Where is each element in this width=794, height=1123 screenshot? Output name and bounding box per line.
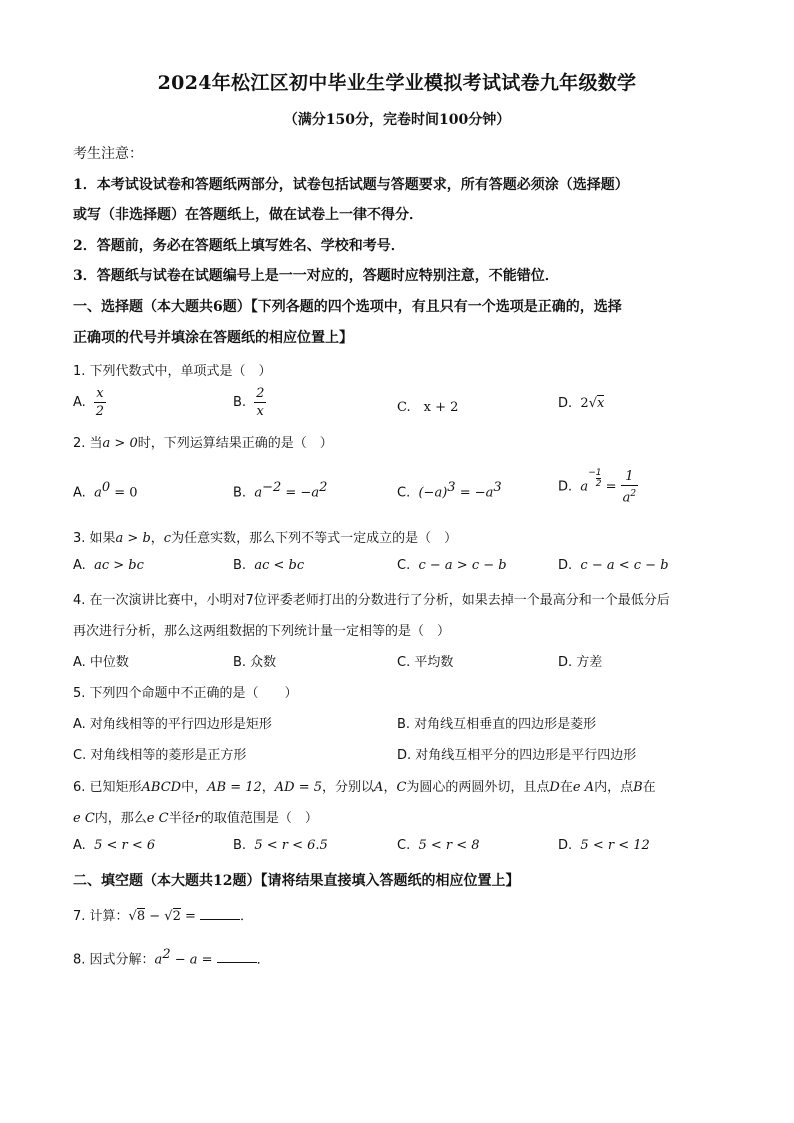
question-5-stem: 5. 下列四个命题中不正确的是（ ）	[73, 686, 298, 701]
math-equals: =	[601, 479, 621, 495]
question-3-option-a	[73, 558, 144, 573]
option-math: c − a < c − b	[580, 558, 669, 573]
stem-math: A	[374, 780, 384, 795]
option-math: ac < bc	[254, 558, 305, 573]
question-2-option-a	[73, 480, 138, 500]
question-5-option-c: C. 对角线相等的菱形是正方形	[73, 748, 247, 763]
stem-text: 6. 已知矩形	[73, 780, 142, 795]
option-label: C.	[397, 838, 411, 853]
stem-math: e A	[572, 780, 595, 795]
notice-item-2: 2．答题前，务必在答题纸上填写姓名、学校和考号．	[73, 238, 405, 254]
question-2-option-d: D. a− $\frac{1}{2}$ = $\frac{1}{a^2}$	[558, 468, 637, 506]
question-1-option-b	[233, 385, 266, 420]
radicand: 2	[172, 909, 181, 924]
question-7	[73, 905, 733, 924]
question-6-stem-line-2	[73, 807, 733, 826]
stem-math: AB = 12	[207, 780, 262, 795]
stem-text: ，分别以	[322, 780, 375, 795]
option-label: A.	[73, 558, 86, 573]
stem-math: C	[396, 780, 407, 795]
stem-math: c	[163, 531, 172, 546]
fraction-numerator: 2	[256, 386, 265, 401]
stem-text: 内，那么	[94, 811, 147, 826]
fraction-denominator: 2	[95, 404, 105, 419]
stem-text: 时，下列运算结果正确的是（ ）	[137, 436, 333, 451]
math-rest: = 0	[110, 485, 138, 501]
stem-text: 半径	[168, 811, 195, 826]
option-math: ac > bc	[94, 558, 144, 573]
option-math: 5 < r < 8	[418, 838, 480, 853]
stem-text: ，	[150, 531, 164, 546]
section-1-heading-line-1: 一、选择题（本大题共6题）【下列各题的四个选项中，有且只有一个选项是正确的，选择	[73, 299, 622, 315]
option-label: A.	[73, 838, 86, 853]
question-2-option-b	[233, 480, 327, 500]
stem-text: 中，	[181, 780, 208, 795]
stem-text: 为圆心的两圆外切，且点	[406, 780, 550, 795]
stem-math: a > b	[115, 531, 151, 546]
sqrt-symbol: √	[588, 396, 597, 411]
math-exponent: 2	[630, 489, 637, 499]
question-5-option-a: A. 对角线相等的平行四边形是矩形	[73, 717, 272, 732]
option-label: D.	[558, 838, 573, 853]
stem-text: 2. 当	[73, 436, 103, 451]
question-1-option-c: C. x + 2	[397, 400, 459, 415]
exponent-numerator: 1	[595, 468, 602, 478]
stem-math: a > 0	[102, 436, 138, 451]
math-rest: = −a	[281, 485, 320, 501]
radicand: 8	[136, 909, 146, 924]
question-2-option-c	[397, 480, 502, 500]
answer-blank[interactable]	[200, 907, 240, 920]
question-4-stem-line-1: 4. 在一次演讲比赛中，小明对7位评委老师打出的分数进行了分析，如果去掉一个最高分和一个最低分后	[73, 593, 670, 608]
option-math: c − a > c − b	[418, 558, 507, 573]
stem-text: 为任意实数，那么下列不等式一定成立的是（ ）	[171, 531, 458, 546]
notice-item-1-line-2: 或写（非选择题）在答题纸上，做在试卷上一律不得分．	[73, 207, 423, 223]
stem-math: ABCD	[141, 780, 182, 795]
question-6-option-b	[233, 838, 328, 853]
question-8	[73, 947, 733, 967]
stem-text: ．	[240, 909, 254, 924]
exponent-denominator: 2	[595, 479, 602, 489]
option-label: D.	[558, 479, 573, 495]
math-base: a	[580, 479, 589, 495]
stem-text: 的取值范围是（ ）	[200, 811, 318, 826]
sqrt-symbol: √	[128, 909, 137, 924]
math-exponent: 3	[447, 480, 456, 495]
option-math: 5 < r < 6.5	[254, 838, 328, 853]
math-base: a	[254, 485, 263, 501]
math-exponent: 0	[101, 480, 111, 495]
math-rest: = −a	[455, 485, 494, 501]
math-equals: =	[180, 909, 201, 924]
section-2-heading: 二、填空题（本大题共12题）【请将结果直接填入答题纸的相应位置上】	[73, 873, 520, 889]
math-rest: − a =	[170, 952, 217, 968]
math-base: (−a)	[418, 485, 448, 501]
radicand: x	[597, 396, 605, 411]
stem-text: ，	[261, 780, 275, 795]
question-6-option-a	[73, 838, 155, 853]
stem-math: B	[633, 780, 643, 795]
option-label: B.	[233, 485, 247, 501]
question-3-option-b	[233, 558, 304, 573]
stem-math: r	[194, 811, 201, 826]
stem-text: ，	[383, 780, 397, 795]
answer-blank[interactable]	[217, 950, 257, 963]
stem-text: 内，点	[594, 780, 634, 795]
option-label: C.	[397, 558, 411, 573]
stem-text: 在	[559, 780, 573, 795]
stem-math: AD = 5	[274, 780, 323, 795]
question-1-option-a	[73, 385, 106, 420]
option-label: B.	[233, 558, 247, 573]
option-label: B.	[233, 395, 247, 410]
math-base: a	[94, 485, 102, 501]
question-6-stem-line-1	[73, 776, 733, 795]
math-exponent: 2	[162, 947, 171, 962]
page-title: 2024年松江区初中毕业生学业模拟考试试卷九年级数学	[157, 72, 637, 94]
question-5-option-b: B. 对角线互相垂直的四边形是菱形	[397, 717, 597, 732]
option-label: D.	[558, 396, 573, 411]
notice-heading: 考生注意：	[73, 146, 143, 162]
question-3-option-d	[558, 558, 669, 573]
option-label: C.	[397, 485, 411, 501]
question-3-stem	[73, 527, 733, 546]
stem-text: ．	[256, 952, 270, 968]
stem-text: 7. 计算：	[73, 909, 129, 924]
question-4-option-c: C. 平均数	[397, 655, 454, 670]
question-1-option-d	[558, 396, 604, 411]
question-3-option-c	[397, 558, 507, 573]
option-label: B.	[233, 838, 247, 853]
option-label: A.	[73, 395, 86, 410]
option-math: 5 < r < 12	[580, 838, 650, 853]
fraction-numerator: x	[94, 385, 106, 403]
question-5-option-d: D. 对角线互相平分的四边形是平行四边形	[397, 748, 637, 763]
stem-text: 8. 因式分解：	[73, 952, 155, 968]
fraction-denominator: a	[622, 490, 631, 506]
option-math: 5 < r < 6	[94, 838, 156, 853]
stem-text: 3. 如果	[73, 531, 116, 546]
notice-item-1-line-1: 1．本考试设试卷和答题纸两部分，试卷包括试题与答题要求，所有答题必须涂（选择题）	[73, 177, 629, 193]
coefficient: 2	[580, 396, 589, 411]
fraction-numerator: 1	[621, 468, 639, 486]
notice-item-3: 3．答题纸与试卷在试题编号上是一一对应的，答题时应特别注意，不能错位．	[73, 268, 559, 284]
math-exponent: 2	[319, 480, 328, 495]
math-exponent: 3	[493, 480, 502, 495]
option-label: A.	[73, 485, 86, 501]
question-6-option-d	[558, 838, 650, 853]
question-4-option-a: A. 中位数	[73, 655, 129, 670]
question-4-option-b: B. 众数	[233, 655, 277, 670]
page-subtitle: （满分150分，完卷时间100分钟）	[283, 112, 511, 128]
question-6-option-c	[397, 838, 480, 853]
section-1-heading-line-2: 正确项的代号并填涂在答题纸的相应位置上】	[73, 330, 353, 346]
stem-math: e C	[146, 811, 169, 826]
question-4-stem-line-2: 再次进行分析，那么这两组数据的下列统计量一定相等的是（ ）	[73, 624, 451, 639]
question-1-stem: 1. 下列代数式中，单项式是（ ）	[73, 364, 272, 379]
option-label: D.	[558, 558, 573, 573]
question-2-stem	[73, 432, 733, 451]
stem-math: e C	[73, 811, 95, 826]
math-base: a	[154, 952, 163, 968]
stem-text: 在	[642, 780, 656, 795]
question-4-option-d: D. 方差	[558, 655, 603, 670]
fraction-denominator: x	[256, 404, 264, 419]
math-operator: −	[145, 909, 165, 924]
math-exponent: −2	[262, 480, 282, 495]
stem-math: D	[549, 780, 560, 795]
sqrt-symbol: √	[164, 909, 173, 924]
